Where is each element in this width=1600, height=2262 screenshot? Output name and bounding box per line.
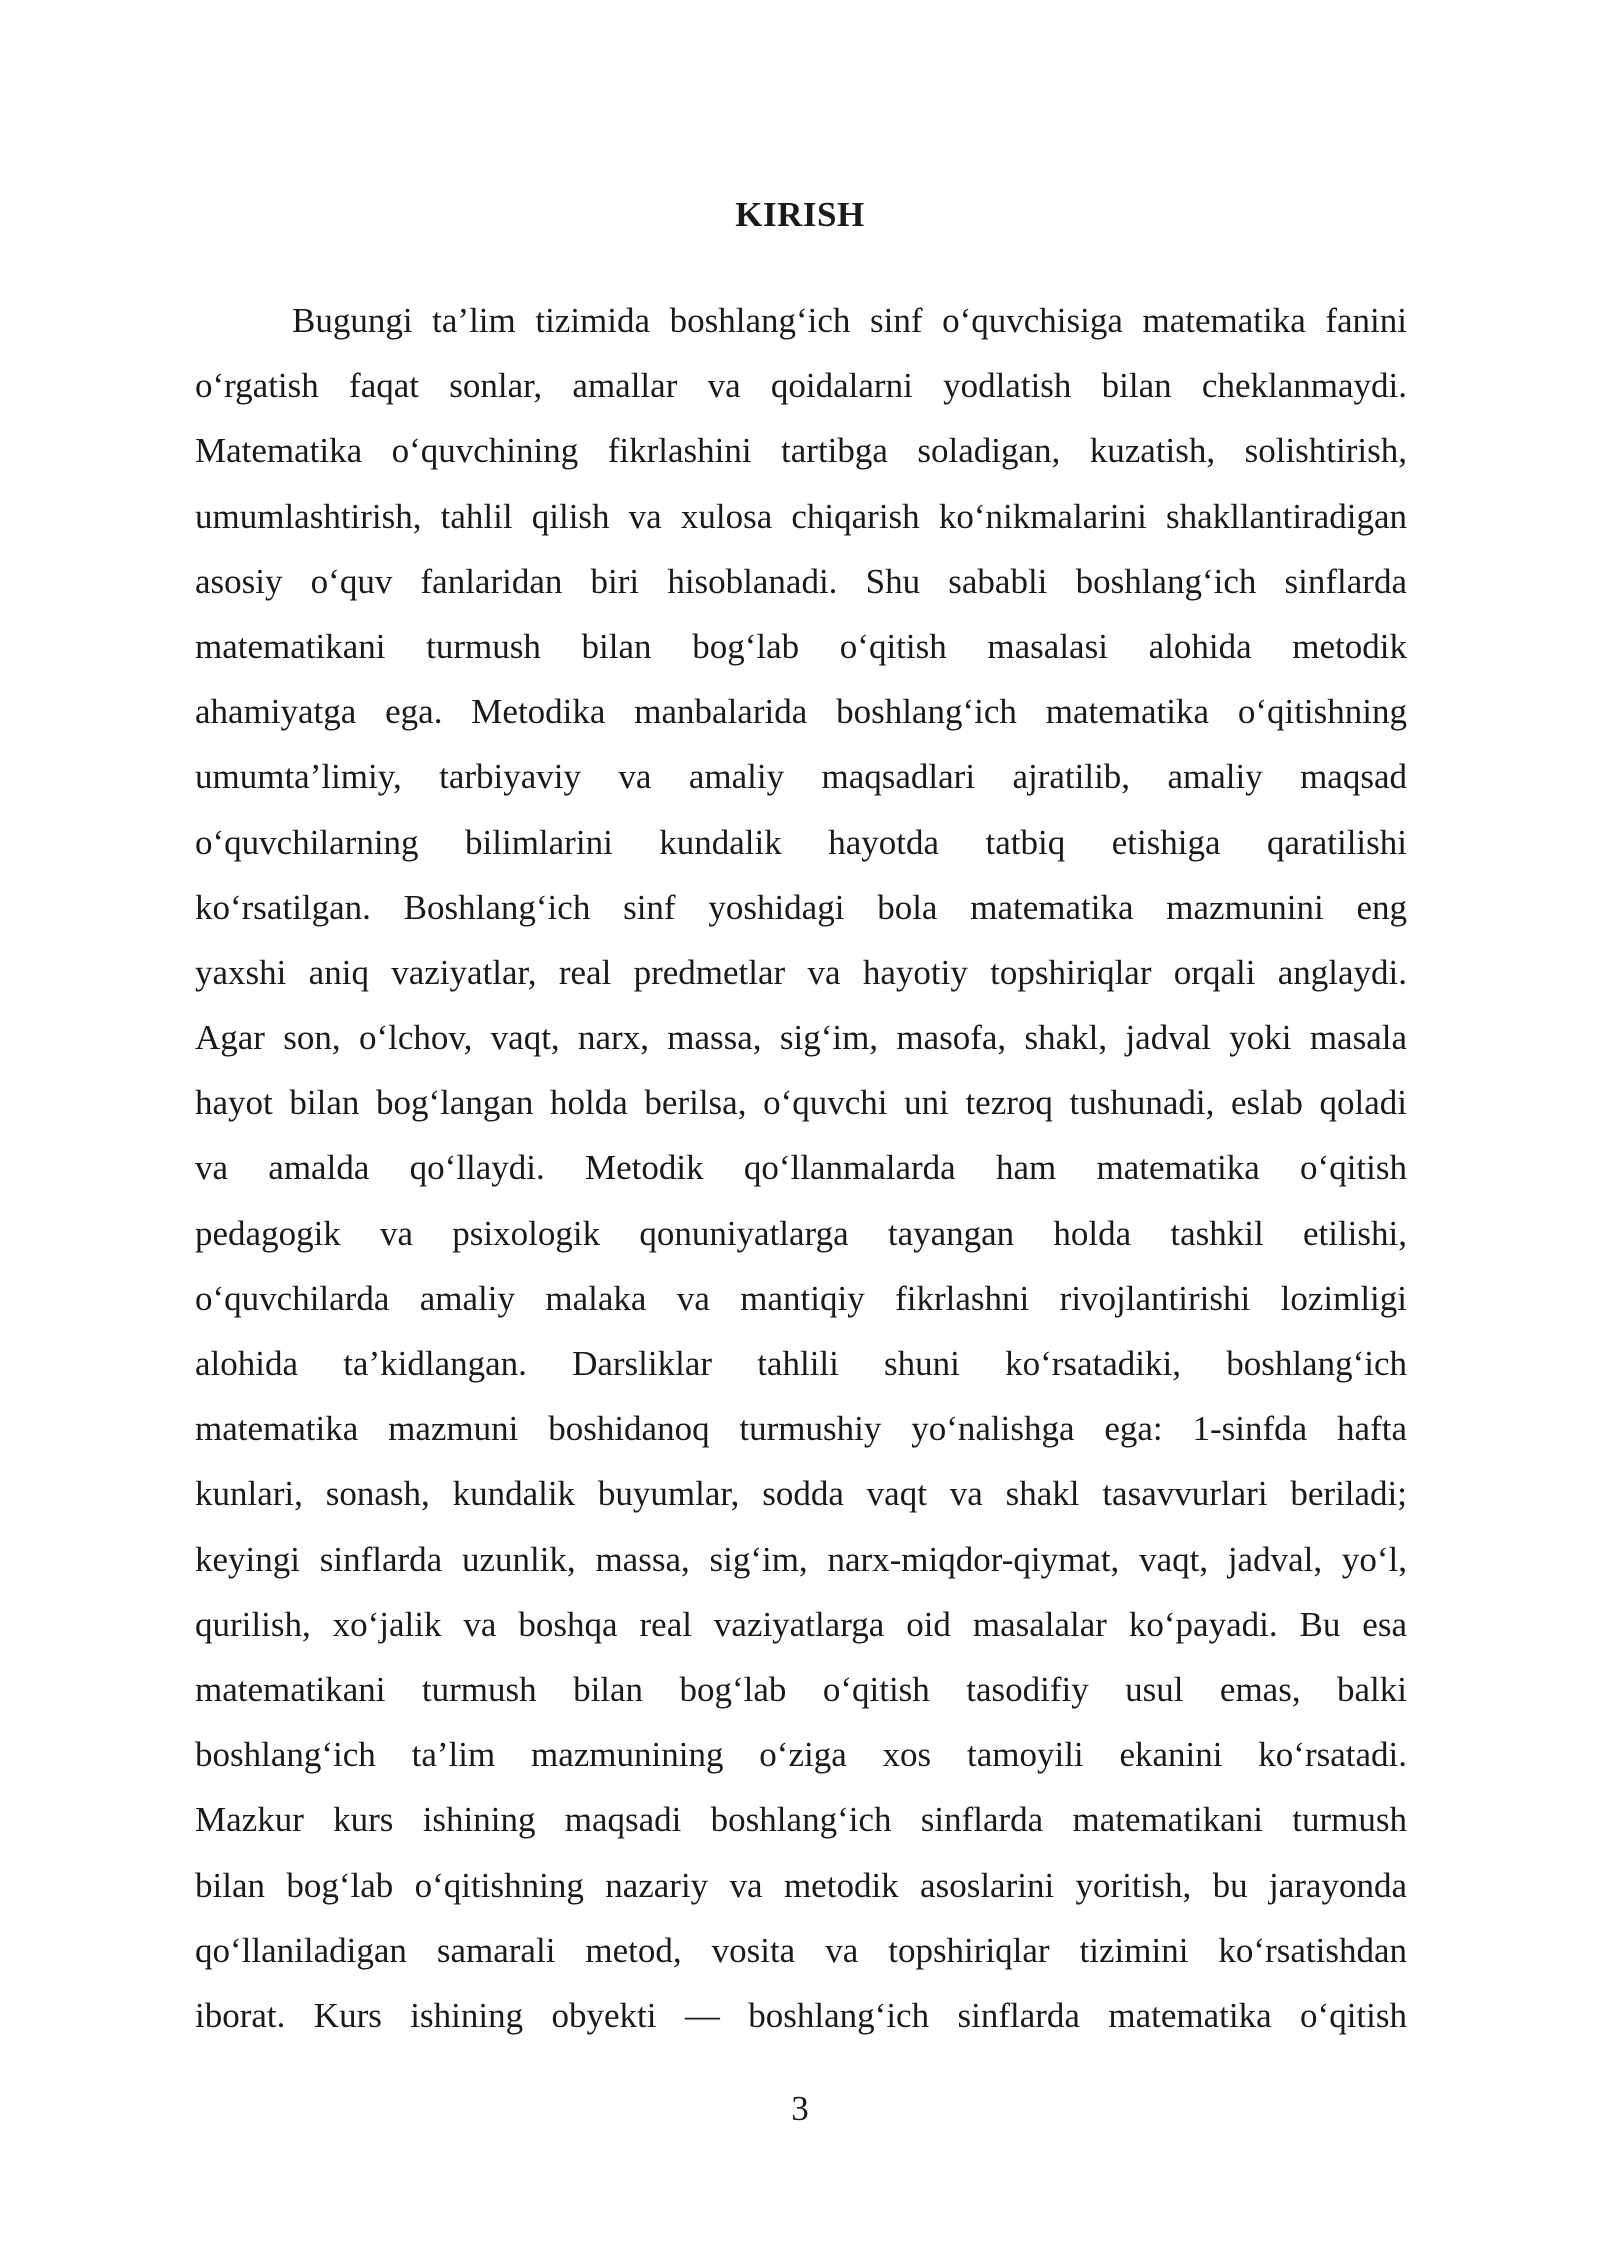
- text-line: matematika mazmuni boshidanoq turmushiy yo‘nalishga ega: 1-sinfda hafta: [195, 1409, 1407, 1449]
- text-line: keyingi sinflarda uzunlik, massa, sig‘im, narx-miqdor-qiymat, vaqt, jadval, yo‘l,: [195, 1539, 1407, 1579]
- text-line: alohida ta’kidlangan. Darsliklar tahlili shuni ko‘rsatadiki, boshlang‘ich: [195, 1344, 1407, 1383]
- text-line: Agar son, o‘lchov, vaqt, narx, massa, sig‘im, masofa, shakl, jadval yoki masala: [195, 1018, 1407, 1058]
- text-line: matematikani turmush bilan bog‘lab o‘qitish tasodifiy usul emas, balki: [195, 1669, 1407, 1709]
- text-line: o‘quvchilarda amaliy malaka va mantiqiy fikrlashni rivojlantirishi lozimligi: [195, 1278, 1407, 1318]
- text-line: iborat. Kurs ishining obyekti — boshlang‘ich sinflarda matematika o‘qitish: [195, 1995, 1407, 2035]
- text-line: pedagogik va psixologik qonuniyatlarga tayangan holda tashkil etilishi,: [195, 1213, 1407, 1253]
- text-line: ko‘rsatilgan. Boshlang‘ich sinf yoshidagi bola matematika mazmunini eng: [195, 887, 1407, 927]
- text-line: matematikani turmush bilan bog‘lab o‘qitish masalasi alohida metodik: [195, 626, 1407, 666]
- text-line: umumlashtirish, tahlil qilish va xulosa chiqarish ko‘nikmalarini shakllantiradigan: [195, 496, 1407, 536]
- text-line: o‘quvchilarning bilimlarini kundalik hayotda tatbiq etishiga qaratilishi: [195, 822, 1407, 862]
- page-number: 3: [791, 2089, 809, 2128]
- text-line: Matematika o‘quvchining fikrlashini tartibga soladigan, kuzatish, solishtirish,: [195, 431, 1407, 471]
- text-line: qurilish, xo‘jalik va boshqa real vaziyatlarga oid masalalar ko‘payadi. Bu esa: [195, 1604, 1407, 1644]
- text-line: qo‘llaniladigan samarali metod, vosita va topshiriqlar tizimini ko‘rsatishdan: [195, 1930, 1407, 1970]
- text-line: kunlari, sonash, kundalik buyumlar, sodda vaqt va shakl tasavvurlari beriladi;: [195, 1474, 1407, 1514]
- text-line: Mazkur kurs ishining maqsadi boshlang‘ich sinflarda matematikani turmush: [195, 1800, 1407, 1840]
- text-line: hayot bilan bog‘langan holda berilsa, o‘quvchi uni tezroq tushunadi, eslab qoladi: [195, 1083, 1407, 1123]
- text-line: boshlang‘ich ta’lim mazmunining o‘ziga xos tamoyili ekanini ko‘rsatadi.: [195, 1735, 1407, 1775]
- text-line: va amalda qo‘llaydi. Metodik qo‘llanmalarda ham matematika o‘qitish: [195, 1148, 1407, 1188]
- page-title: KIRISH: [735, 195, 865, 234]
- text-line: o‘rgatish faqat sonlar, amallar va qoidalarni yodlatish bilan cheklanmaydi.: [195, 366, 1407, 406]
- text-line: umumta’limiy, tarbiyaviy va amaliy maqsadlari ajratilib, amaliy maqsad: [195, 757, 1407, 797]
- text-line: bilan bog‘lab o‘qitishning nazariy va metodik asoslarini yoritish, bu jarayonda: [195, 1865, 1407, 1905]
- text-line: asosiy o‘quv fanlaridan biri hisoblanadi. Shu sababli boshlang‘ich sinflarda: [195, 561, 1407, 601]
- text-line: Bugungi ta’lim tizimida boshlang‘ich sinf o‘quvchisiga matematika fanini: [292, 301, 1407, 340]
- text-line: yaxshi aniq vaziyatlar, real predmetlar va hayotiy topshiriqlar orqali anglaydi.: [195, 952, 1407, 992]
- body-paragraph: [195, 288, 1407, 2048]
- text-line: ahamiyatga ega. Metodika manbalarida boshlang‘ich matematika o‘qitishning: [195, 692, 1407, 732]
